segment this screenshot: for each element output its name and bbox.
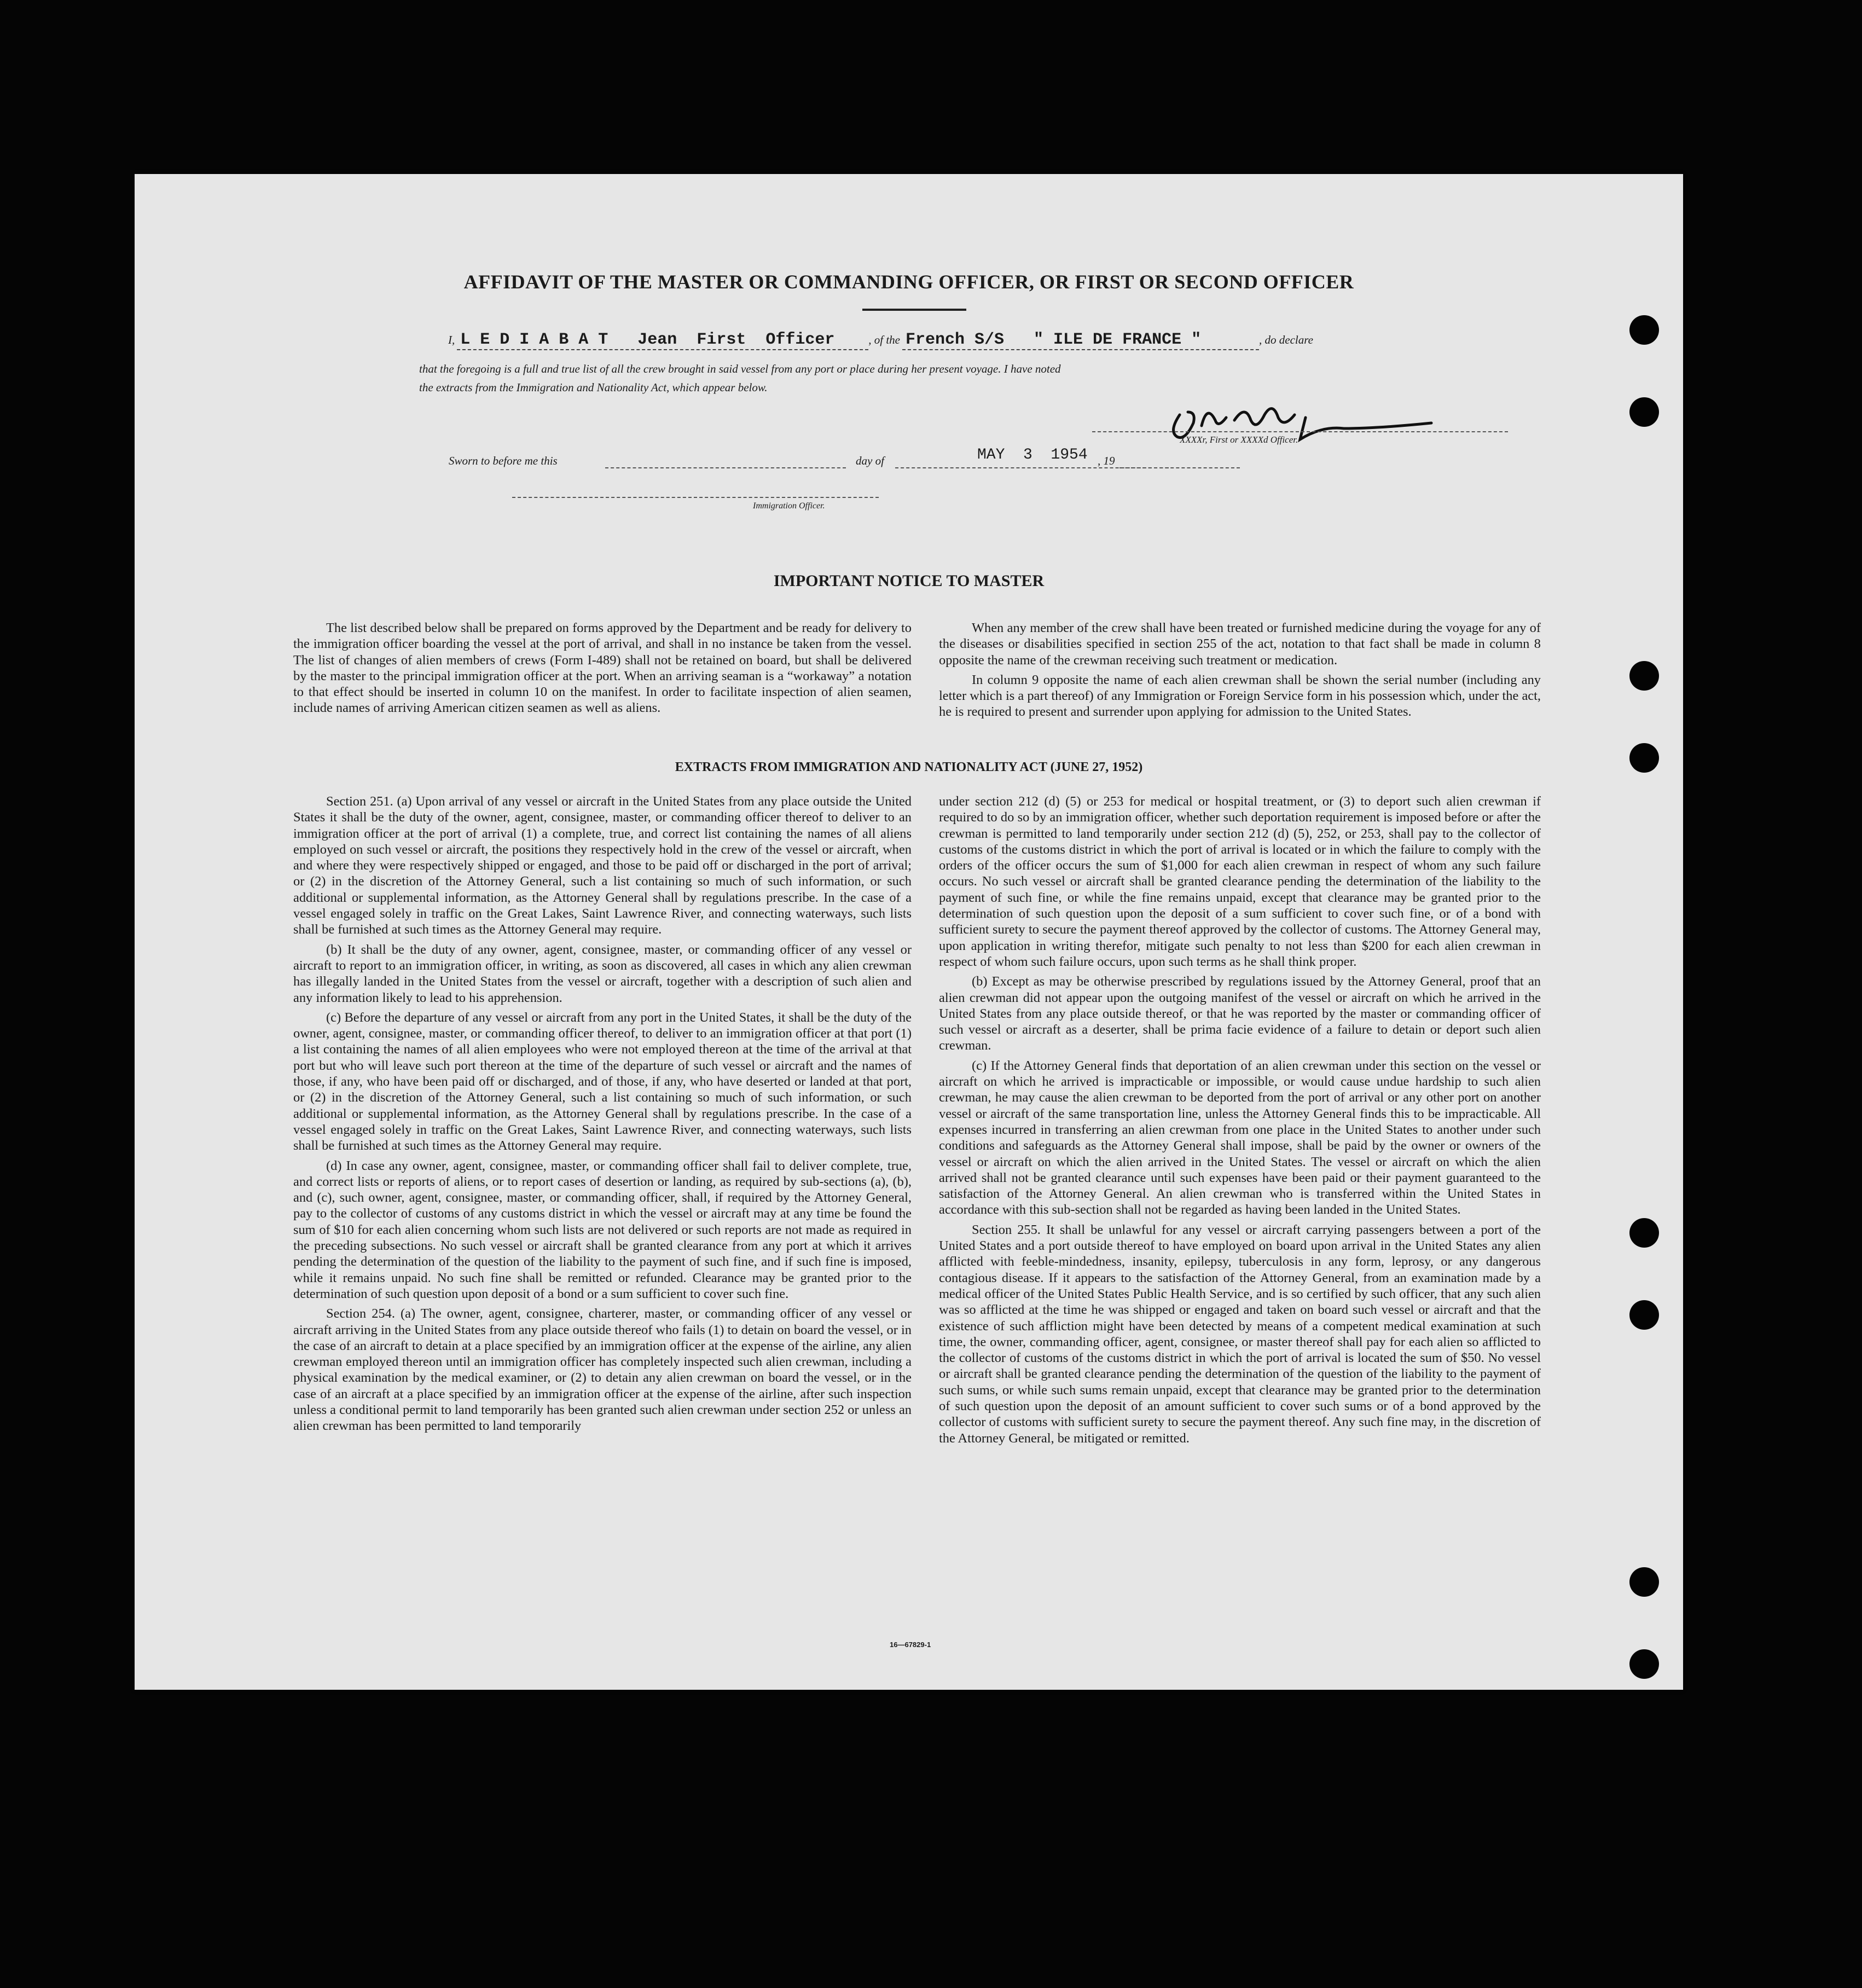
officer-title-caption: XXXXr, First or XXXXd Officer. — [1180, 434, 1298, 445]
do-declare-label: , do declare — [1259, 333, 1313, 346]
declaration-line-1 — [448, 331, 1313, 350]
punch-hole — [1629, 1218, 1659, 1248]
notice-title: IMPORTANT NOTICE TO MASTER — [773, 572, 1045, 590]
act-paragraph: Section 255. It shall be unlawful for any vessel or aircraft carrying passengers between a port of the United States and a port outside thereof to have employed on board upon arrival in the United States any alien afflicted with feeble-mindedness, insanity, epilepsy, tuberculosis in any form, leprosy, or any dangerous contagious disease. If it appears to the satisfaction of the Attorney General, from an examination made by a medical officer of the United States Public Health Service, and is so certified by such officer, that any such alien was so afflicted at the time he was shipped or engaged and taken on board such vessel or aircraft and that the existence of such affliction might have been detected by means of a competent medical examination at such time, the owner, commanding officer, agent, consignee, or master thereof shall pay for each alien so afflicted to the collector of customs of the customs district in which the port of arrival is located the sum of $50. No vessel or aircraft shall be granted clearance pending the determination of the question of the liability to the payment of such sums, or while such sums remain unpaid, except that clearance may be granted prior to the determination of such question upon the deposit of an amount sufficient to cover such sums or of a bond approved by the collector of customs with sufficient surety to secure the payment thereof. Any such fine may, in the discretion of the Attorney General, be mitigated or remitted. — [939, 1222, 1541, 1446]
act-paragraph: (d) In case any owner, agent, consignee, master, or commanding officer shall fail to deliver complete, true, and correct lists or reports of aliens, or to report cases of desertion or landing, as required by sub-sections (a), (b), and (c), such owner, agent, consignee, master, or commanding officer, shall, if required by the Attorney General, pay to the collector of customs of any customs district in which the vessel or aircraft may at any time be found the sum of $10 for each alien concerning whom such lists are not delivered or such reports are not made as required in the preceding subsections. No such vessel or aircraft shall be granted clearance from any port at which it arrives pending the determination of the question of the liability to the payment of such fine, and if such fine is imposed, while it remains unpaid. No such fine shall be remitted or refunded. Clearance may be granted prior to the determination of such question upon deposit of a bond or a sum sufficient to cover such fine. — [293, 1158, 912, 1301]
punch-hole — [1629, 1300, 1659, 1330]
act-paragraph: (b) It shall be the duty of any owner, agent, consignee, master, or commanding officer of any vessel or aircraft to report to an immigration officer, in writing, as soon as discovered, all cases in which any alien crewman has illegally landed in the United States from the vessel or aircraft, together with a description of such alien and any information likely to lead to his apprehension. — [293, 942, 912, 1005]
affidavit-title: AFFIDAVIT OF THE MASTER OR COMMANDING OFFICER, OR FIRST OR SECOND OFFICER — [463, 271, 1354, 293]
extracts-right-column — [939, 793, 1541, 1446]
year-prefix-label: , 19 — [1098, 454, 1115, 467]
sworn-day-line — [605, 467, 846, 468]
immigration-officer-caption: Immigration Officer. — [753, 501, 825, 511]
punch-hole — [1629, 1567, 1659, 1597]
declaration-prefix: I, — [448, 333, 455, 346]
act-paragraph: Section 254. (a) The owner, agent, consignee, charterer, master, or commanding officer of any vessel or aircraft arriving in the United States from any place outside thereof who fails (1) to detain on board the vessel, or in the case of an aircraft to detain at a place specified by an immigration officer at the expense of the airline, any alien crewman employed thereon until an immigration officer has completely inspected such alien crewman, including a physical examination by the medical examiner, or (2) to detain any alien crewman on board the vessel, or in the case of an aircraft at a place specified by an immigration officer at the expense of the airline, after such inspection unless a conditional permit to land temporarily has been granted such alien crewman under section 252 or unless an alien crewman has been permitted to land temporarily — [293, 1306, 912, 1434]
form-number: 16—67829-1 — [890, 1641, 931, 1649]
day-of-label: day of — [856, 454, 884, 467]
of-the-label: , of the — [868, 333, 900, 346]
declaration-line-3: the extracts from the Immigration and Nationality Act, which appear below. — [419, 381, 768, 394]
sworn-label: Sworn to before me this — [449, 454, 558, 467]
notice-paragraph: When any member of the crew shall have been treated or furnished medicine during the voyage for any of the diseases or disabilities specified in section 255 of the act, notation to that fact shall be made in column 8 opposite the name of the crewman receiving such treatment or medication. — [939, 621, 1541, 668]
punch-hole — [1629, 1649, 1659, 1679]
immigration-officer-line — [512, 497, 879, 498]
sworn-month-line — [895, 467, 1240, 468]
sworn-date-stamp: MAY 3 1954 — [977, 447, 1088, 463]
punch-hole — [1629, 315, 1659, 345]
punch-hole — [1629, 397, 1659, 427]
document-page — [135, 174, 1683, 1690]
act-paragraph: (c) Before the departure of any vessel or aircraft from any port in the United States, it shall be the duty of the owner, agent, consignee, master, or commanding officer thereof, to deliver to an immigration officer at that port (1) a list containing the names of all alien employees who were not employed thereon at the time of the arrival at that port but who will leave such port thereon at the time of the departure of such vessel or aircraft and the names of those, if any, who have been paid off or discharged, and of those, if any, who have deserted or landed at that port, or (2) in the discretion of the Attorney General, such a list containing so much of such information, or such additional or supplemental information, as the Attorney General shall by regulations prescribe. In the case of a vessel engaged solely in traffic on the Great Lakes, Saint Lawrence River, and connecting waterways, such lists shall be furnished at such times as the Attorney General may require. — [293, 1010, 912, 1154]
sworn-year-line — [1119, 467, 1169, 468]
vessel-name-field: French S/S " ILE DE FRANCE " — [902, 331, 1259, 350]
declaration-line-2: that the foregoing is a full and true list of all the crew brought in said vessel from any port or place during her present voyage. I have noted — [419, 362, 1061, 375]
act-paragraph: (c) If the Attorney General finds that deportation of an alien crewman under this section on the vessel or aircraft on which he arrived is impracticable or impossible, or would cause undue hardship to such alien crewman, he may cause the alien crewman to be deported from the port of arrival or any other port on another vessel or aircraft of the same transportation line, unless the Attorney General finds this to be impracticable. All expenses incurred in transferring an alien crewman from one place in the United States to another under such conditions and safeguards as the Attorney General shall impose, shall be paid by the owner or owners of the vessel or aircraft on which the alien arrived in the United States. The vessel or aircraft on which the alien arrived shall not be granted clearance until such expenses have been paid or their payment guaranteed to the satisfaction of the Attorney General. An alien crewman who is transferred within the United States in accordance with this sub-section shall not be regarded as having been landed in the United States. — [939, 1058, 1541, 1218]
extracts-title: EXTRACTS FROM IMMIGRATION AND NATIONALITY ACT (JUNE 27, 1952) — [675, 760, 1143, 774]
act-paragraph: (b) Except as may be otherwise prescribed by regulations issued by the Attorney General, proof that an alien crewman did not appear upon the outgoing manifest of the vessel or aircraft on which he arrived in the United States from any place outside thereof, or that he was reported by the master or commanding officer of such vessel or aircraft as a deserter, shall be prima facie evidence of a failure to detain or deport such alien crewman. — [939, 974, 1541, 1053]
notice-paragraph: In column 9 opposite the name of each alien crewman shall be shown the serial number (including any letter which is a part thereof) of any Immigration or Foreign Service form in his possession which, under the act, he is required to present and surrender upon applying for admission to the United States. — [939, 672, 1541, 720]
punch-hole — [1629, 743, 1659, 773]
extracts-left-column — [293, 793, 912, 1434]
notice-left-column — [293, 620, 912, 716]
signature-line — [1092, 431, 1508, 432]
act-paragraph: under section 212 (d) (5) or 253 for medical or hospital treatment, or (3) to deport such alien crewman if required to do so by an immigration officer, whether such deportation requirement is imposed before or after the crewman is permitted to land temporarily under section 212 (d) (5), 252, or 253, shall pay to the collector of customs of the customs district in which the port of arrival is located or in which the failure to comply with the orders of the officer occurs the sum of $1,000 for each alien crewman in respect of whom any such failure occurs. No such vessel or aircraft shall be granted clearance pending the determination of the liability to the payment of such fine, or while the fine remains unpaid, except that clearance may be granted prior to the determination of such question upon the deposit of a sum sufficient to cover such fine, or of a bond with sufficient surety to secure the payment thereof approved by the collector of customs. The Attorney General may, upon application in writing therefor, mitigate such penalty to not less than $200 for each alien crewman in respect of whom such failure occurs, upon such terms as he shall think proper. — [939, 794, 1541, 969]
officer-name-field: L E D I A B A T Jean First Officer — [457, 331, 868, 350]
notice-right-column — [939, 620, 1541, 720]
title-divider — [862, 309, 966, 311]
act-paragraph: Section 251. (a) Upon arrival of any vessel or aircraft in the United States from any place outside the United States it shall be the duty of the owner, agent, consignee, master, or commanding officer thereof to deliver to an immigration officer at the port of arrival (1) a complete, true, and correct list containing the names of all aliens employed on such vessel or aircraft, the positions they respectively hold in the crew of the vessel or aircraft, when and where they were respectively shipped or engaged, and those to be paid off or discharged in the port of arrival; or (2) in the discretion of the Attorney General, such a list containing so much of such information, or such additional or supplemental information, as the Attorney General shall by regulations prescribe. In the case of a vessel engaged solely in traffic on the Great Lakes, Saint Lawrence River, and connecting waterways, such lists shall be furnished at such times as the Attorney General may require. — [293, 794, 912, 937]
punch-hole — [1629, 661, 1659, 691]
notice-paragraph: The list described below shall be prepared on forms approved by the Department and be ready for delivery to the immigration officer boarding the vessel at the port of arrival, and shall in no instance be taken from the vessel. The list of changes of alien members of crews (Form I-489) shall not be retained on board, but shall be delivered by the master to the principal immigration officer at the port. When an arriving seaman is a “workaway” a notation to that effect should be inserted in column 10 on the manifest. In order to facilitate inspection of alien seamen, include names of arriving American citizen seamen as well as aliens. — [293, 621, 912, 716]
